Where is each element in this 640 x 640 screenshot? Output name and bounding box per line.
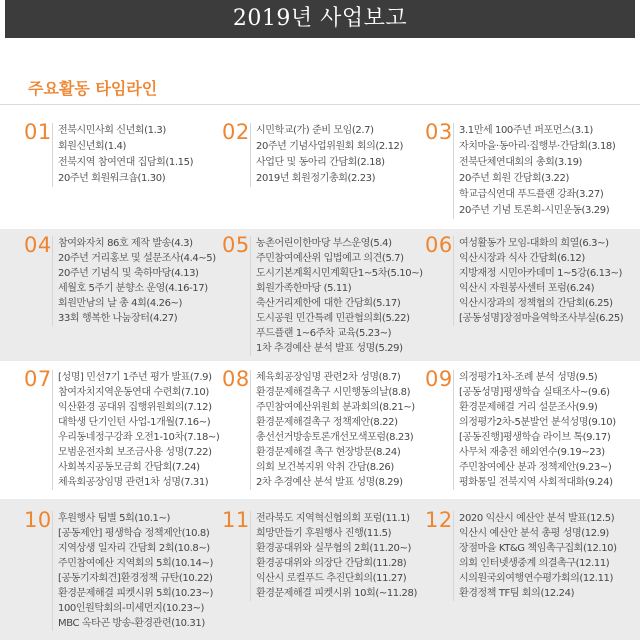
activity-item: MBC 옥타곤 방송-환경관련(10.31) (58, 618, 205, 629)
activity-item: 익산시 자원봉사센터 포럼(6.24) (459, 283, 595, 294)
month-activity-list (453, 236, 623, 326)
activity-item: 주민참여예산위원회 분과회의(8.21~) (256, 402, 415, 413)
activity-item: 환경정책 TF팀 회의(12.24) (459, 588, 575, 599)
activity-item: 환경문제해결 피켓시위 5회(10.23~) (58, 588, 213, 599)
activity-item: 축산거리제한에 대한 간담회(5.17) (256, 298, 401, 309)
activity-item: 익산시장과 식사 간담회(6.12) (459, 253, 585, 264)
activity-item: 익산시장과의 정책협의 간담회(6.25) (459, 298, 613, 309)
month-activity-list (52, 511, 213, 631)
activity-item: 참여자치지역운동연대 수련회(7.10) (58, 387, 209, 398)
month-cell-09 (425, 367, 621, 498)
month-number: 07 (24, 367, 52, 391)
month-cell-02 (222, 120, 418, 251)
activity-item: 후원행사 팀별 5회(10.1~) (58, 513, 170, 524)
month-number: 04 (24, 233, 52, 257)
activity-item: 20주년 거리홍보 및 설문조사(4.4~5) (58, 253, 216, 264)
activity-item: 2020 익산시 예산안 분석 발표(12.5) (459, 513, 615, 524)
activity-item: [공동진행]평생학습 라이브 톡(9.17) (459, 432, 611, 443)
activity-item: 100인원탁회의-미세먼지(10.23~) (58, 603, 205, 614)
activity-item: 학교급식연대 푸드플랜 강좌(3.27) (459, 189, 604, 200)
activity-item: [공동제안] 평생학습 정책제안(10.8) (58, 528, 210, 539)
activity-item: 의정평가1차-조례 분석 성명(9.5) (459, 372, 598, 383)
activity-item: [공동성명]장점마을역학조사부실(6.25) (459, 313, 624, 324)
activity-item: 환경문제해결 피켓시위 10회(~11.28) (256, 588, 417, 599)
activity-item: 지방재정 시민아카데미 1~5강(6.13~) (459, 268, 622, 279)
activity-item: 농촌어린이한마당 부스운영(5.4) (256, 238, 392, 249)
activity-item: 환경문제해결촉구 정책제안(8.22) (256, 417, 398, 428)
activity-item: 의회 보건복지위 악취 간담(8.26) (256, 462, 394, 473)
month-number: 11 (222, 508, 250, 532)
activity-item: 주민참여예산 분과 정책제안(9.23~) (459, 462, 612, 473)
activity-item: 참여와자치 86호 제작 발송(4.3) (58, 238, 193, 249)
month-number: 02 (222, 120, 250, 144)
month-number: 05 (222, 233, 250, 257)
activity-item: 시민학교(가) 준비 모임(2.7) (256, 125, 374, 136)
activity-item: 익산환경 공대위 집행위원회의(7.12) (58, 402, 212, 413)
month-cell-12 (425, 508, 621, 639)
activity-item: 환경문제해결 촉구 현장방문(8.24) (256, 447, 401, 458)
activity-item: 사업단 및 동아리 간담회(2.18) (256, 157, 385, 168)
activity-item: 전북지역 참여연대 집담회(1.15) (58, 157, 194, 168)
month-cell-04 (24, 233, 220, 364)
month-activity-list (250, 511, 417, 601)
month-cell-11 (222, 508, 418, 639)
month-number: 08 (222, 367, 250, 391)
activity-item: 체육회공장임명 관련1차 성명(7.31) (58, 477, 209, 488)
activity-item: 전라북도 지역혁신협의회 포럼(11.1) (256, 513, 410, 524)
activity-item: 대학생 단기인턴 사업-1개월(7.16~) (58, 417, 211, 428)
month-activity-list (52, 123, 193, 187)
activity-item: [성명] 민선7기 1주년 평가 발표(7.9) (58, 372, 212, 383)
month-activity-list (250, 370, 415, 490)
month-activity-list (453, 511, 617, 601)
month-activity-list (453, 370, 616, 490)
activity-item: 회원가족한마당 (5.11) (256, 283, 352, 294)
activity-item: 20주년 회원워크숍(1.30) (58, 173, 166, 184)
report-title: 2019년 사업보고 (232, 6, 408, 31)
activity-item: 사무처 재충전 해외연수(9.19~23) (459, 447, 605, 458)
activity-item: 20주년 기념식 및 축하마당(4.13) (58, 268, 199, 279)
activity-item: 20주년 기념 토론회-시민운동(3.29) (459, 205, 610, 216)
activity-item: 도시공원 민간특례 민관협의회(5.22) (256, 313, 410, 324)
activity-item: 2019년 회원정기총회(2.23) (256, 173, 376, 184)
month-activity-list (250, 123, 403, 187)
activity-item: 전북단체연대회의 총회(3.19) (459, 157, 583, 168)
activity-item: 회원신년회(1.4) (58, 141, 127, 152)
activity-item: 1차 추경예산 분석 발표 성명(5.29) (256, 343, 403, 354)
activity-item: 의정평가2차-5분발언 분석성명(9.10) (459, 417, 616, 428)
month-activity-list (453, 123, 615, 219)
month-cell-03 (425, 120, 621, 251)
activity-item: 푸드플랜 1~6주차 교육(5.23~) (256, 328, 392, 339)
month-number: 01 (24, 120, 52, 144)
month-number: 12 (425, 508, 453, 532)
activity-item: 지역상생 일자리 간담회 2회(10.8~) (58, 543, 210, 554)
month-cell-06 (425, 233, 624, 364)
activity-item: 총선선거방송토론개선모색포럼(8.23) (256, 432, 414, 443)
activity-item: 33회 행복한 나눔장터(4.27) (58, 313, 178, 324)
month-number: 09 (425, 367, 453, 391)
activity-item: 환경공대위와 의장단 간담회(11.28) (256, 558, 407, 569)
activity-item: 3.1만세 100주년 퍼포먼스(3.1) (459, 125, 593, 136)
activity-item: 전북시민사회 신년회(1.3) (58, 125, 166, 136)
activity-item: 의회 인터넷생중계 의결촉구(12.11) (459, 558, 610, 569)
activity-item: 익산시 로컬푸드 추진단회의(11.27) (256, 573, 407, 584)
activity-item: 체육회공장임명 관련2차 성명(8.7) (256, 372, 401, 383)
activity-item: 장점마을 KT&G 책임촉구집회(12.10) (459, 543, 617, 554)
month-number: 03 (425, 120, 453, 144)
month-activity-list (52, 236, 216, 326)
section-title: 주요활동 타임라인 (28, 79, 158, 98)
activity-item: 주민참여예산위 입법예고 의견(5.7) (256, 253, 404, 264)
activity-item: 사회복지공동모금회 간담회(7.24) (58, 462, 200, 473)
activity-item: 회원만남의 날 총 4회(4.26~) (58, 298, 183, 309)
activity-item: 모범운전자회 보조금사용 성명(7.22) (58, 447, 212, 458)
activity-item: 환경문제해결촉구 시민행동의날(8.8) (256, 387, 411, 398)
activity-item: 익산시 예산안 분석 총평 성명(12.9) (459, 528, 609, 539)
month-number: 06 (425, 233, 453, 257)
month-activity-list (52, 370, 219, 490)
activity-item: 시의원국외여행연수평가회의(12.11) (459, 573, 614, 584)
activity-item: 환경공대위와 실무협의 2회(11.20~) (256, 543, 411, 554)
activity-item: 평화통일 전북지역 사회적대화(9.24) (459, 477, 613, 488)
month-cell-10 (24, 508, 220, 639)
month-cell-05 (222, 233, 423, 364)
activity-item: 2차 추경예산 분석 발표 성명(8.29) (256, 477, 403, 488)
month-activity-list (250, 236, 423, 356)
activity-item: 환경문제해결 거리 설문조사(9.9) (459, 402, 598, 413)
activity-item: 도시기본계획시민계획단1~5차(5.10~) (256, 268, 423, 279)
activity-item: 희망만들기 후원행사 진행(11.5) (256, 528, 392, 539)
activity-item: 우리동네정구강좌 오전1-10차(7.18~) (58, 432, 220, 443)
activity-item: 20주년 회원 간담회(3.22) (459, 173, 569, 184)
activity-item: 주민참여예산 지역회의 5회(10.14~) (58, 558, 213, 569)
activity-item: 여성활동가 모임-대화의 희열(6.3~) (459, 238, 609, 249)
activity-item: [공동성명]평생학습 실태조사~(9.6) (459, 387, 610, 398)
month-cell-08 (222, 367, 418, 498)
activity-item: 20주년 기념사업위원회 회의(2.12) (256, 141, 404, 152)
activity-item: 자치마을·동아리·집행부·간담회(3.18) (459, 141, 616, 152)
month-number: 10 (24, 508, 52, 532)
month-cell-01 (24, 120, 220, 251)
month-cell-07 (24, 367, 220, 498)
activity-item: [공동기자회견]환경정책 규탄(10.22) (58, 573, 213, 584)
activity-item: 세월호 5주기 분향소 운영(4.16-17) (58, 283, 208, 294)
